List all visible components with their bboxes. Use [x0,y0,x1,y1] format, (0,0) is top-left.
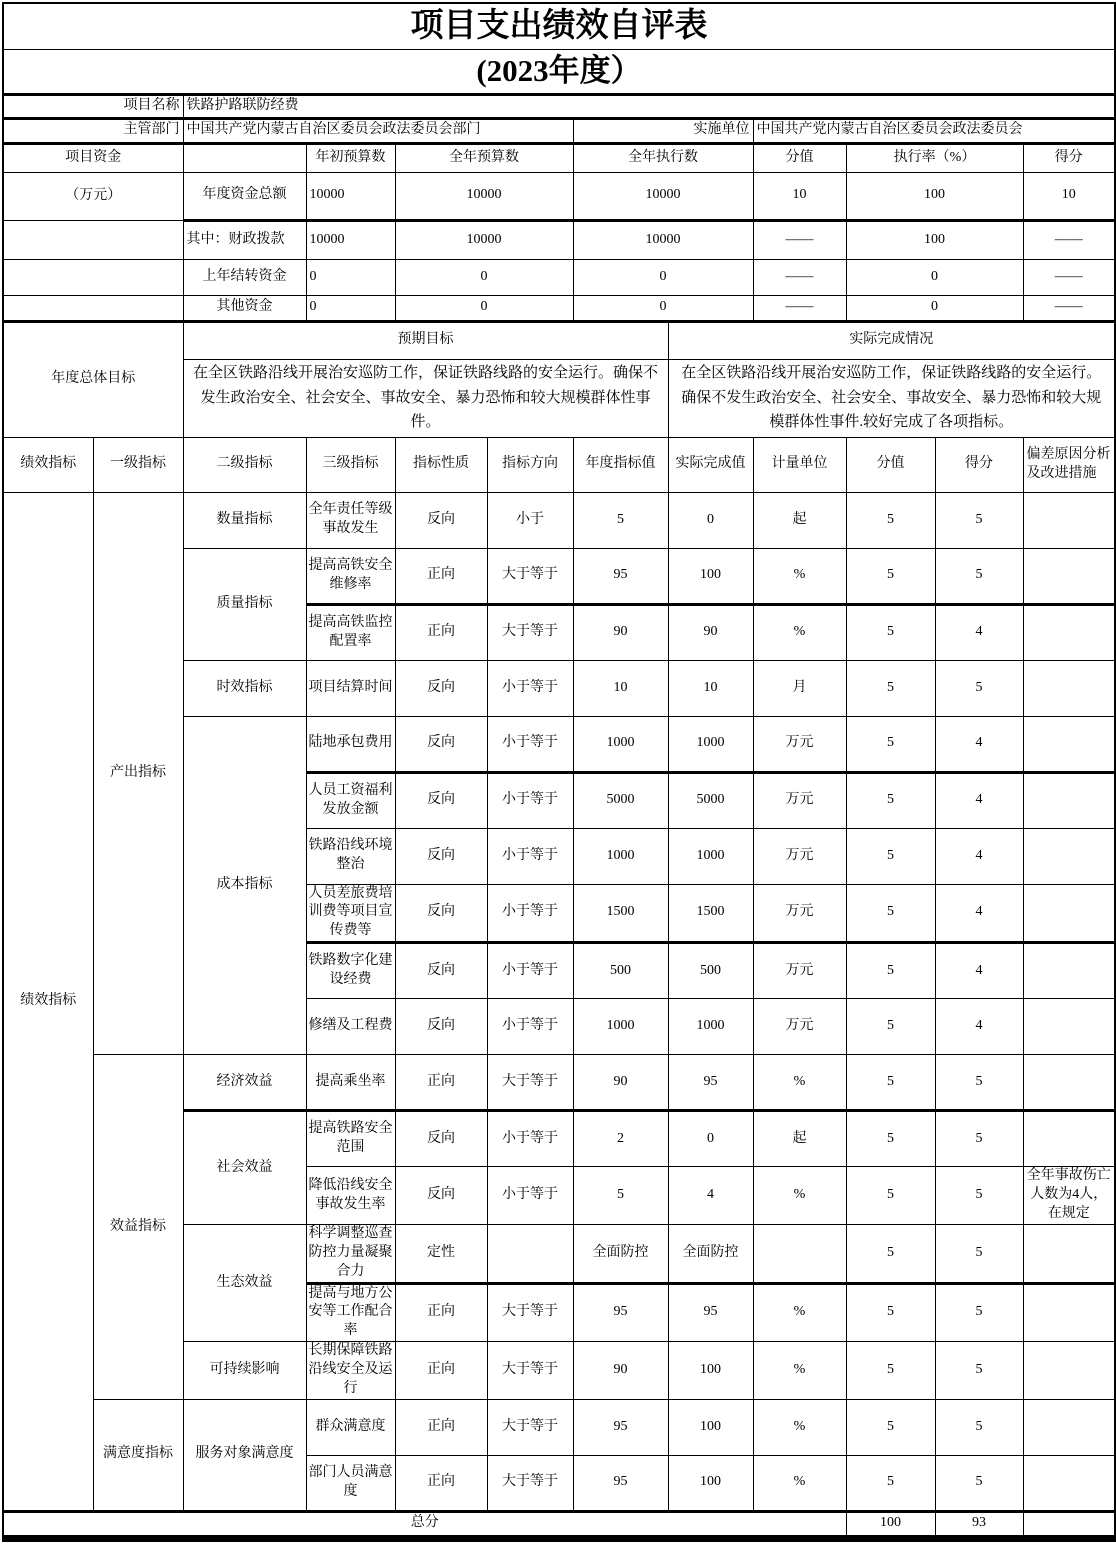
indicator-cell: 1000 [668,999,753,1055]
indicator-cell: 5 [573,492,668,548]
funding-cell: 100 [846,172,1023,220]
funding-cell: —— [753,220,846,259]
dept-label: 主管部门 [3,118,183,143]
indicator-cell: 小于等于 [487,660,573,716]
funding-header-score: 得分 [1023,143,1115,172]
funding-row-label: 上年结转资金 [183,259,306,295]
indicator-cell: 万元 [753,884,846,943]
funding-cell: 0 [306,295,395,321]
indicator-cell: 小于等于 [487,943,573,999]
goal-actual-header: 实际完成情况 [668,321,1115,359]
indicator-cell: 5 [846,884,935,943]
funding-left-spacer [3,220,183,259]
funding-cell: —— [1023,295,1115,321]
funding-row-fiscal [3,220,1115,259]
level2-social-label: 社会效益 [183,1111,306,1225]
funding-section-label: 项目资金 [3,143,183,172]
indicator-cell [1023,1224,1115,1283]
indicator-header-target-value: 年度指标值 [573,437,668,492]
indicator-cell: 95 [573,1455,668,1511]
funding-cell: —— [1023,259,1115,295]
level2-quality-label: 质量指标 [183,548,306,660]
level2-timeliness-label: 时效指标 [183,660,306,716]
indicator-cell: 4 [935,828,1023,884]
indicator-cell: 1000 [573,716,668,772]
indicator-cell [1023,660,1115,716]
indicator-row [3,1399,1115,1455]
indicator-cell [1023,1455,1115,1511]
indicator-cell: 95 [573,548,668,604]
level2-cost-label: 成本指标 [183,716,306,1055]
funding-row-label: 其他资金 [183,295,306,321]
indicator-cell: % [753,604,846,660]
funding-cell: 100 [846,220,1023,259]
indicator-cell: 5 [935,1342,1023,1400]
indicator-cell: 100 [668,548,753,604]
indicator-cell [1023,548,1115,604]
indicator-header-direction: 指标方向 [487,437,573,492]
indicator-cell: 小于等于 [487,772,573,828]
indicator-cell: 月 [753,660,846,716]
indicator-cell [1023,1055,1115,1111]
indicator-cell: 95 [573,1399,668,1455]
indicator-rows-body [3,492,1115,1511]
indicator-cell: 全年责任等级事故发生 [306,492,395,548]
indicator-cell: 大于等于 [487,1399,573,1455]
indicator-cell: % [753,1342,846,1400]
indicator-cell: 反向 [395,716,487,772]
indicator-cell: 大于等于 [487,548,573,604]
indicator-cell: 定性 [395,1224,487,1283]
indicator-cell: 5 [935,1167,1023,1225]
indicator-cell: 5 [935,1055,1023,1111]
indicator-cell: 小于等于 [487,716,573,772]
indicator-cell: 全面防控 [668,1224,753,1283]
funding-cell: 0 [395,295,573,321]
indicator-cell: 反向 [395,943,487,999]
indicator-cell: 人员差旅费培训费等项目宣传费等 [306,884,395,943]
indicator-cell: 95 [668,1055,753,1111]
indicator-cell [1023,884,1115,943]
level1-output-label: 产出指标 [93,492,183,1055]
indicator-cell: 提高铁路安全范围 [306,1111,395,1167]
funding-cell: 10000 [573,220,753,259]
indicator-cell: 5 [935,548,1023,604]
indicator-cell: 5 [935,1455,1023,1511]
indicator-cell: 大于等于 [487,1055,573,1111]
indicator-cell: 5 [846,772,935,828]
indicator-cell: 5 [846,548,935,604]
indicator-cell: 降低沿线安全事故发生率 [306,1167,395,1225]
indicator-cell: 提高高铁监控配置率 [306,604,395,660]
indicator-cell: 1500 [668,884,753,943]
indicator-cell: % [753,1399,846,1455]
indicator-cell: 1500 [573,884,668,943]
indicator-cell: 0 [668,492,753,548]
indicator-header-deviation: 偏差原因分析及改进措施 [1023,437,1115,492]
funding-cell: 10000 [573,172,753,220]
indicator-cell: 正向 [395,548,487,604]
indicator-cell: 5 [846,1167,935,1225]
level2-ecological-label: 生态效益 [183,1224,306,1341]
indicator-cell: 5 [935,1283,1023,1342]
indicator-cell: 大于等于 [487,1455,573,1511]
funding-cell: 0 [573,259,753,295]
total-label: 总分 [3,1511,846,1538]
indicator-cell: % [753,1167,846,1225]
funding-cell: —— [753,259,846,295]
indicator-cell: 反向 [395,1111,487,1167]
total-points: 100 [846,1511,935,1538]
indicator-cell: 5000 [573,772,668,828]
indicator-cell: 反向 [395,660,487,716]
indicator-cell: 提高乘坐率 [306,1055,395,1111]
indicator-cell: 反向 [395,492,487,548]
indicator-cell: 群众满意度 [306,1399,395,1455]
funding-unit-label: （万元） [3,172,183,220]
indicator-cell: 1000 [573,999,668,1055]
indicator-cell: 10 [573,660,668,716]
indicator-cell: 5 [846,1111,935,1167]
indicator-cell: 正向 [395,1055,487,1111]
indicator-cell: 5 [846,1342,935,1400]
indicator-cell: 反向 [395,884,487,943]
indicator-cell: 95 [668,1283,753,1342]
funding-row-carryover [3,259,1115,295]
subtitle-row [3,49,1115,94]
indicator-cell: 小于等于 [487,828,573,884]
goal-expected-text: 在全区铁路沿线开展治安巡防工作，保证铁路线路的安全运行。确保不发生政治安全、社会安全、事故安全、暴力恐怖和较大规模群体性事件。 [183,359,668,437]
indicator-cell: 5 [846,716,935,772]
dept-value: 中国共产党内蒙古自治区委员会政法委员会部门 [183,118,573,143]
indicator-cell: 反向 [395,772,487,828]
funding-cell: 0 [395,259,573,295]
funding-header-annual-budget: 全年预算数 [395,143,573,172]
indicator-header-level2: 二级指标 [183,437,306,492]
indicator-cell: 1000 [668,716,753,772]
indicator-cell: 5 [846,828,935,884]
performance-indicator-label: 绩效指标 [3,492,93,1511]
indicator-cell: 5 [846,604,935,660]
indicator-cell: 1000 [573,828,668,884]
indicator-cell: 小于等于 [487,999,573,1055]
indicator-cell: % [753,1455,846,1511]
indicator-header-score: 得分 [935,437,1023,492]
level2-economic-label: 经济效益 [183,1055,306,1111]
indicator-cell: 10 [668,660,753,716]
indicator-cell [1023,1342,1115,1400]
indicator-cell: % [753,1283,846,1342]
goal-actual-text: 在全区铁路沿线开展治安巡防工作，保证铁路线路的安全运行。确保不发生政治安全、社会安全、事故安全、暴力恐怖和较大规模群体性事件.较好完成了各项指标。 [668,359,1115,437]
indicator-cell [1023,828,1115,884]
indicator-cell: 小于等于 [487,1167,573,1225]
indicator-cell: 5 [846,660,935,716]
funding-left-spacer [3,295,183,321]
indicator-cell: 万元 [753,828,846,884]
funding-row-label: 年度资金总额 [183,172,306,220]
indicator-cell: 4 [668,1167,753,1225]
total-row [3,1511,1115,1538]
indicator-cell: 铁路数字化建设经费 [306,943,395,999]
funding-cell: 0 [306,259,395,295]
funding-header-initial-budget: 年初预算数 [306,143,395,172]
indicator-cell: 5 [846,1055,935,1111]
level2-quantity-label: 数量指标 [183,492,306,548]
funding-row-other [3,295,1115,321]
funding-row-total [3,172,1115,220]
indicator-header-level3: 三级指标 [306,437,395,492]
indicator-cell [1023,943,1115,999]
indicator-cell: 5 [846,943,935,999]
indicator-cell: 4 [935,999,1023,1055]
funding-cell: 10000 [395,220,573,259]
indicator-header-points: 分值 [846,437,935,492]
indicator-cell: 5 [846,492,935,548]
indicator-cell: 万元 [753,999,846,1055]
funding-left-spacer [3,259,183,295]
funding-cell: 0 [846,259,1023,295]
funding-cell: 10000 [306,172,395,220]
indicator-cell [1023,1111,1115,1167]
indicator-cell: 4 [935,716,1023,772]
indicator-header-performance: 绩效指标 [3,437,93,492]
goal-expected-header: 预期目标 [183,321,668,359]
indicator-cell: 长期保障铁路沿线安全及运行 [306,1342,395,1400]
indicator-cell: 万元 [753,772,846,828]
indicator-cell [753,1224,846,1283]
funding-header-execution-rate: 执行率（%） [846,143,1023,172]
indicator-cell: 万元 [753,943,846,999]
indicator-cell: 人员工资福利发放金额 [306,772,395,828]
indicator-cell: 90 [573,1342,668,1400]
indicator-cell: 小于 [487,492,573,548]
indicator-cell: 大于等于 [487,1342,573,1400]
indicator-cell [1023,716,1115,772]
indicator-cell: 5 [935,1111,1023,1167]
level2-sustainability-label: 可持续影响 [183,1342,306,1400]
indicator-cell: 提高高铁安全维修率 [306,548,395,604]
indicator-cell: 小于等于 [487,1111,573,1167]
indicator-cell: 正向 [395,1399,487,1455]
indicator-header-nature: 指标性质 [395,437,487,492]
indicator-cell: 5 [846,1399,935,1455]
indicator-cell: 5 [935,660,1023,716]
indicator-cell: 反向 [395,828,487,884]
funding-cell: 10000 [395,172,573,220]
project-name-value: 铁路护路联防经费 [183,94,1115,118]
indicator-cell: 铁路沿线环境整治 [306,828,395,884]
department-row [3,118,1115,143]
indicator-cell: 正向 [395,1455,487,1511]
indicator-header-unit: 计量单位 [753,437,846,492]
page-title: 项目支出绩效自评表 [3,3,1115,49]
unit-value: 中国共产党内蒙古自治区委员会政法委员会 [753,118,1115,143]
funding-cell: 0 [573,295,753,321]
indicator-cell: 4 [935,943,1023,999]
level1-satisfaction-label: 满意度指标 [93,1399,183,1511]
indicator-cell: 大于等于 [487,1283,573,1342]
indicator-cell: 部门人员满意度 [306,1455,395,1511]
indicator-cell: 反向 [395,1167,487,1225]
funding-cell: —— [1023,220,1115,259]
funding-cell: 10 [1023,172,1115,220]
indicator-cell: 提高与地方公安等工作配合率 [306,1283,395,1342]
project-name-row [3,94,1115,118]
funding-row-label-header [183,143,306,172]
indicator-header-actual-value: 实际完成值 [668,437,753,492]
indicator-cell: 正向 [395,1342,487,1400]
indicator-row [3,492,1115,548]
indicator-cell: 4 [935,772,1023,828]
goal-section-label: 年度总体目标 [3,321,183,437]
indicator-cell: 500 [573,943,668,999]
total-score: 93 [935,1511,1023,1538]
title-row [3,3,1115,49]
indicator-cell: 5000 [668,772,753,828]
indicator-cell: 5 [846,1224,935,1283]
indicator-cell: 5 [935,1399,1023,1455]
evaluation-table [2,2,1116,1542]
indicator-cell: 修缮及工程费 [306,999,395,1055]
indicator-header-row [3,437,1115,492]
indicator-cell: 90 [573,604,668,660]
funding-header-points: 分值 [753,143,846,172]
indicator-cell: 0 [668,1111,753,1167]
indicator-cell: 4 [935,604,1023,660]
indicator-cell [1023,1399,1115,1455]
indicator-cell: % [753,1055,846,1111]
indicator-cell: 4 [935,884,1023,943]
indicator-cell: 陆地承包费用 [306,716,395,772]
goal-header-row [3,321,1115,359]
indicator-cell: 小于等于 [487,884,573,943]
indicator-header-level1: 一级指标 [93,437,183,492]
funding-row-label: 其中：财政拨款 [183,220,306,259]
indicator-cell: 100 [668,1342,753,1400]
indicator-cell: 5 [935,1224,1023,1283]
indicator-cell [1023,999,1115,1055]
indicator-cell: % [753,548,846,604]
indicator-cell: 90 [668,604,753,660]
indicator-cell: 起 [753,492,846,548]
self-evaluation-sheet [2,2,1114,1542]
indicator-cell: 100 [668,1455,753,1511]
page-subtitle: (2023年度） [3,49,1115,94]
indicator-cell [1023,772,1115,828]
indicator-cell: 5 [573,1167,668,1225]
level2-service-satisfaction-label: 服务对象满意度 [183,1399,306,1511]
funding-cell: 10 [753,172,846,220]
indicator-cell: 2 [573,1111,668,1167]
total-empty-cell [1023,1511,1115,1538]
indicator-cell: 科学调整巡查防控力量凝聚合力 [306,1224,395,1283]
funding-cell: 0 [846,295,1023,321]
indicator-cell [1023,1283,1115,1342]
project-name-label: 项目名称 [3,94,183,118]
indicator-cell: 95 [573,1283,668,1342]
indicator-cell: 正向 [395,604,487,660]
indicator-cell [487,1224,573,1283]
indicator-cell: 5 [935,492,1023,548]
funding-cell: 10000 [306,220,395,259]
funding-header-annual-execution: 全年执行数 [573,143,753,172]
indicator-cell: 5 [846,1455,935,1511]
indicator-cell: 大于等于 [487,604,573,660]
indicator-cell: 500 [668,943,753,999]
funding-header-row [3,143,1115,172]
indicator-cell: 正向 [395,1283,487,1342]
indicator-cell: 全面防控 [573,1224,668,1283]
indicator-cell: 5 [846,1283,935,1342]
deviation-note: 全年事故伤亡人数为4人，在规定 [1023,1167,1115,1225]
indicator-cell: 100 [668,1399,753,1455]
indicator-cell: 90 [573,1055,668,1111]
indicator-cell: 1000 [668,828,753,884]
indicator-cell: 万元 [753,716,846,772]
unit-label: 实施单位 [573,118,753,143]
indicator-row [3,1055,1115,1111]
level1-benefit-label: 效益指标 [93,1055,183,1400]
indicator-cell [1023,604,1115,660]
indicator-cell: 起 [753,1111,846,1167]
indicator-cell: 反向 [395,999,487,1055]
indicator-cell: 项目结算时间 [306,660,395,716]
indicator-cell: 5 [846,999,935,1055]
funding-cell: —— [753,295,846,321]
indicator-cell [1023,492,1115,548]
